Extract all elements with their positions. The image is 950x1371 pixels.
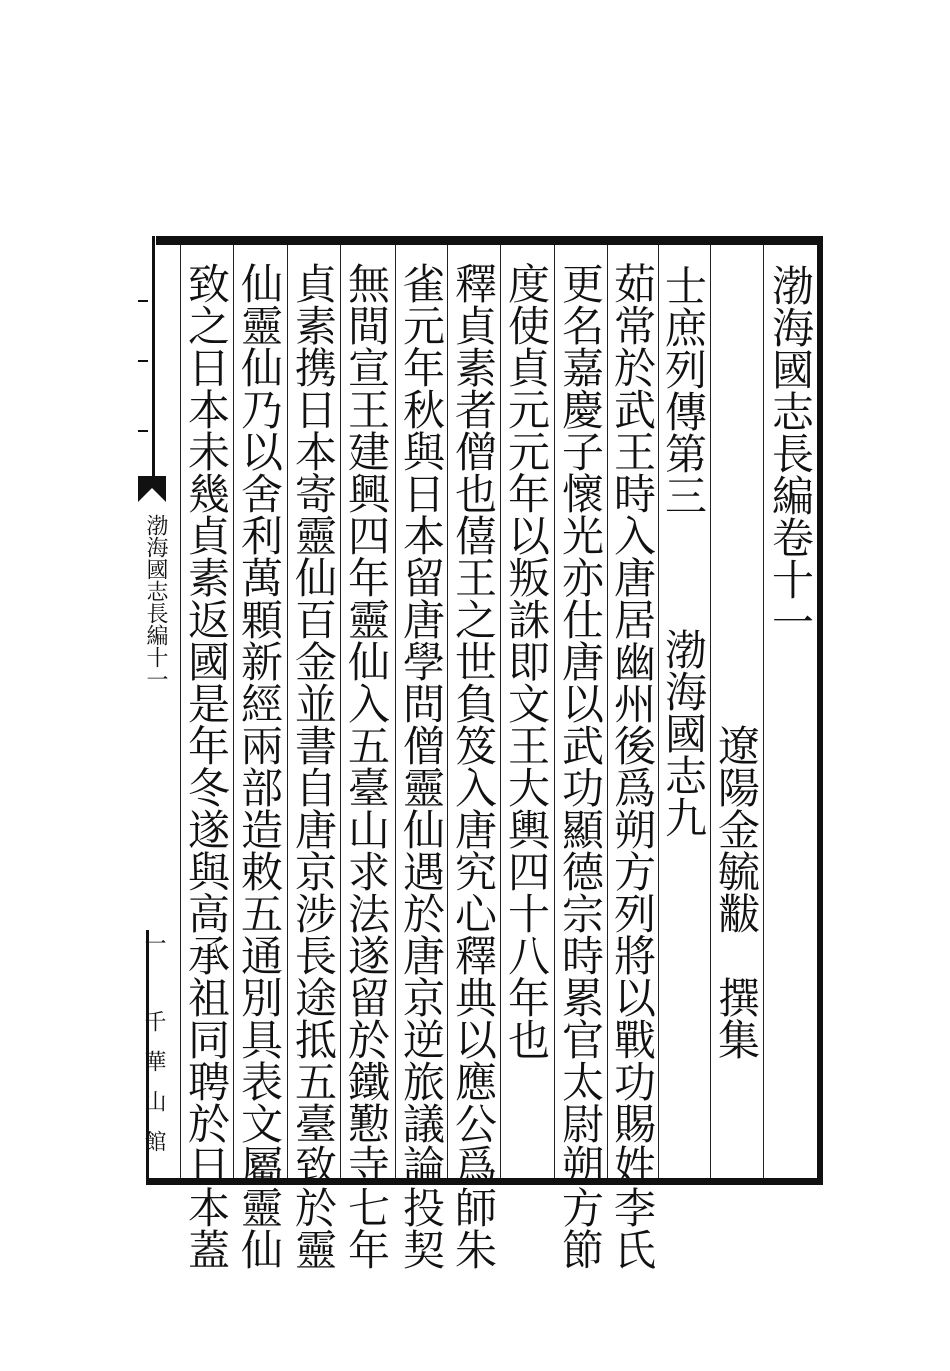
frame-left-border-upper	[152, 236, 155, 486]
margin-book-title: 渤海國志長編十一	[143, 514, 168, 690]
section-sub: 渤海國志九	[659, 628, 708, 838]
column-rule	[763, 245, 764, 1178]
margin-page-number: 一	[141, 932, 166, 954]
column-rule	[340, 245, 341, 1178]
body-column-1: 茹常於武王時入唐居幽州後爲朔方列將以戰功賜姓李氏	[608, 262, 657, 1270]
body-column-8: 仙靈仙乃以舍利萬顆新經兩部造敕五通別具表文屬靈仙	[235, 262, 284, 1270]
column-rule	[500, 245, 501, 1178]
margin-tick	[138, 360, 148, 362]
body-column-9: 致之日本未幾貞素返國是年冬遂與高承祖同聘於日本蓋	[182, 262, 231, 1270]
body-column-7: 貞素携日本寄靈仙百金並書自唐京涉長途抵五臺致於靈	[289, 262, 338, 1270]
body-column-2: 更名嘉慶子懷光亦仕唐以武功顯德宗時累官太尉朔方節	[556, 262, 605, 1270]
column-rule	[287, 245, 288, 1178]
body-column-4: 釋貞素者僧也僖王之世負笈入唐究心釋典以應公爲師朱	[449, 262, 498, 1270]
margin-publisher: 千華山館	[141, 1010, 166, 1170]
column-rule	[233, 245, 234, 1178]
column-rule	[395, 245, 396, 1178]
author-line: 遼陽金毓黻 撰集	[712, 724, 761, 1060]
margin-tick	[138, 300, 148, 302]
frame-top-border	[156, 236, 823, 245]
body-column-3: 度使貞元元年以叛誅即文王大輿四十八年也	[502, 262, 551, 1060]
margin-tick	[138, 430, 148, 432]
column-rule	[447, 245, 448, 1178]
column-rule	[554, 245, 555, 1178]
column-rule	[180, 245, 181, 1178]
section-header: 士庶列傳第三	[659, 264, 708, 516]
body-column-6: 無間宣王建興四年靈仙入五臺山求法遂留於鐵懃寺七年	[342, 262, 391, 1270]
volume-title: 渤海國志長編卷十一	[766, 264, 815, 642]
column-rule	[710, 245, 711, 1178]
body-column-5: 雀元年秋與日本留唐學問僧靈仙遇於唐京逆旅議論投契	[397, 262, 446, 1270]
frame-right-border	[817, 236, 823, 1185]
fishtail-mark-icon	[132, 474, 168, 504]
